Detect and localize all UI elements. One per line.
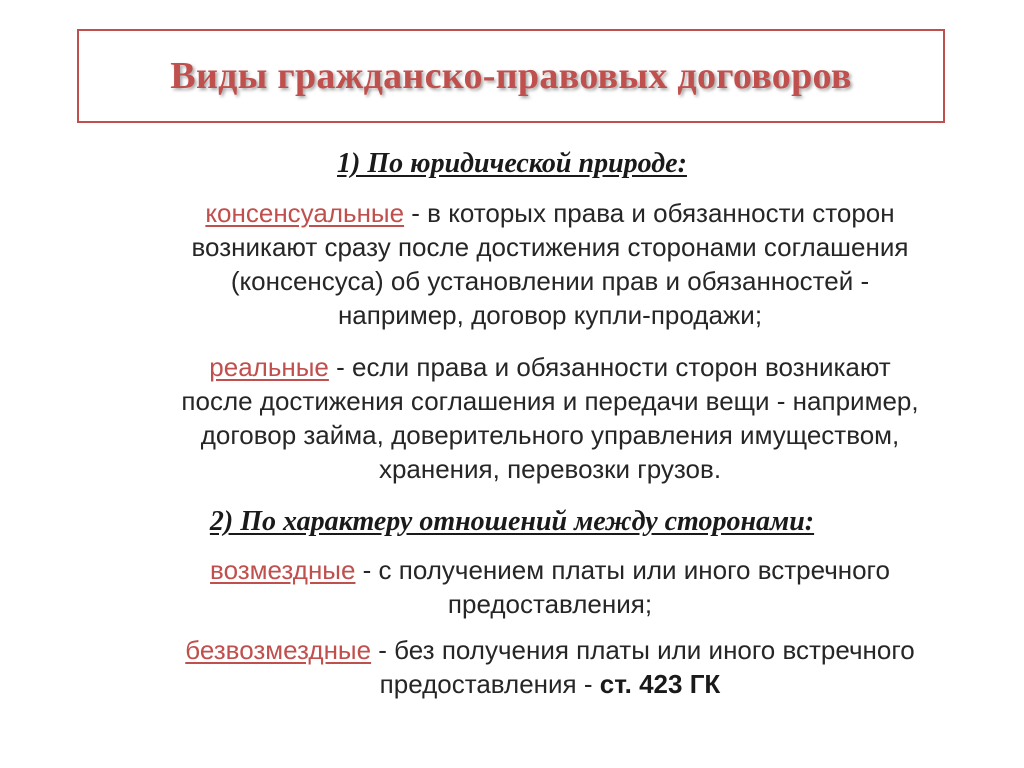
term-real: реальные <box>209 352 329 382</box>
definition-text: - без получения платы или иного встречного <box>371 635 915 665</box>
definition-line <box>80 350 1020 384</box>
definition-paid <box>80 553 1020 621</box>
definition-line: например, договор купли-продажи; <box>337 300 763 330</box>
definition-line <box>80 196 1020 230</box>
definition-consensual <box>80 196 1020 332</box>
section-heading-legal-nature: 1) По юридической природе: <box>337 148 687 179</box>
definition-line: (консенсуса) об установлении прав и обязанностей - <box>230 266 870 296</box>
definition-text: - в которых права и обязанности сторон <box>404 198 895 228</box>
definition-text: - с получением платы или иного встречного <box>355 555 890 585</box>
slide-title: Виды гражданско-правовых договоров <box>170 55 852 97</box>
definition-real <box>80 350 1020 486</box>
definition-text: предоставления - <box>379 669 600 699</box>
definition-line: возникают сразу после достижения сторонами соглашения <box>191 232 909 262</box>
term-paid: возмездные <box>210 555 356 585</box>
definition-line <box>80 553 1020 587</box>
civil-code-reference: ст. 423 ГК <box>599 669 721 699</box>
definition-free <box>80 633 1020 701</box>
definition-line: хранения, перевозки грузов. <box>378 454 722 484</box>
definition-line: договор займа, доверительного управления имуществом, <box>200 420 900 450</box>
definition-line <box>80 667 1020 701</box>
definition-text: - если права и обязанности сторон возникают <box>328 352 891 382</box>
section-heading-relationship: 2) По характеру отношений между сторонами: <box>209 506 815 537</box>
definition-line <box>80 633 1020 667</box>
term-free: безвозмездные <box>185 635 372 665</box>
title-box <box>77 29 945 123</box>
definition-line: предоставления; <box>447 589 653 619</box>
term-consensual: консенсуальные <box>205 198 405 228</box>
definition-line: после достижения соглашения и передачи вещи - например, <box>181 386 919 416</box>
